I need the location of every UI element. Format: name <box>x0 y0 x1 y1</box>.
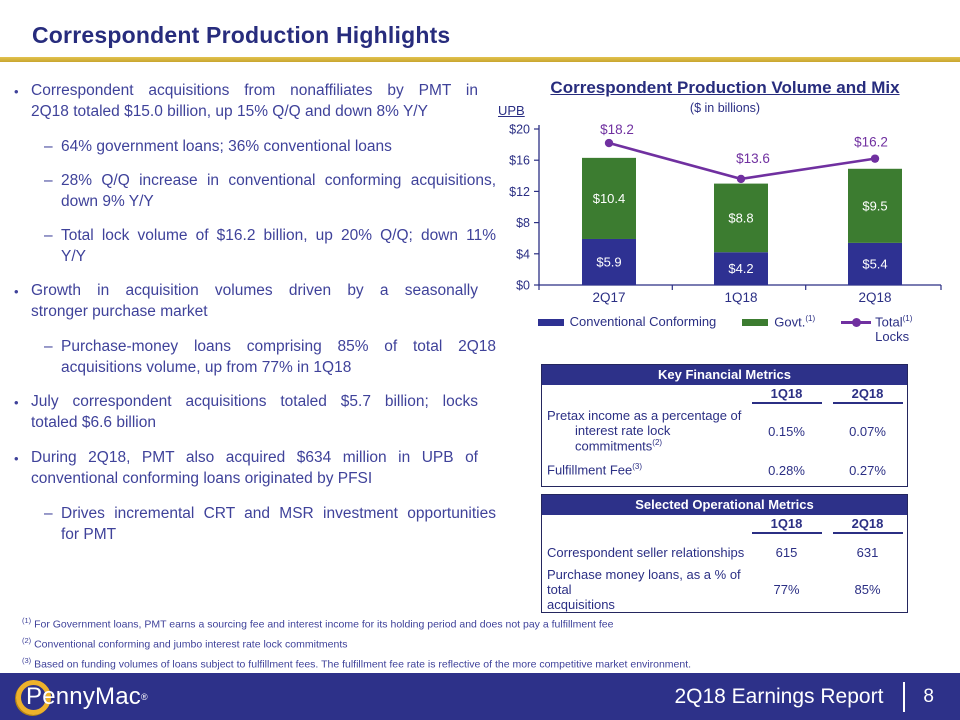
report-title: 2Q18 Earnings Report <box>674 684 884 708</box>
table-key-financial-metrics <box>541 364 908 487</box>
legend-item-conventional-conforming <box>538 314 717 329</box>
bullet-text-line: Purchase-money loans comprising 85% of total 2Q18 <box>61 338 496 355</box>
x-category-label: 2Q18 <box>858 290 892 305</box>
bullet-text-line: for PMT <box>61 526 117 543</box>
bullet-text-line: During 2Q18, PMT also acquired $634 million in UPB of <box>31 449 478 466</box>
bullet-text-line: 2Q18 totaled $15.0 billion, up 15% Q/Q and down 8% Y/Y <box>31 103 428 120</box>
bullet-marker: – <box>44 172 53 189</box>
footer-bar <box>0 673 960 720</box>
bar-label-govt-1Q18: $8.8 <box>728 210 754 226</box>
y-tick-label: $20 <box>509 122 530 137</box>
logo-text: PennyMac <box>26 682 141 710</box>
legend-item-govt- <box>742 314 815 329</box>
footnote-marker: (1) <box>22 616 32 625</box>
legend-swatch-icon <box>742 319 768 326</box>
chart-title: Correspondent Production Volume and Mix <box>550 78 900 97</box>
bar-label-conventional-1Q18: $4.2 <box>728 261 754 277</box>
bullet-text-line: down 9% Y/Y <box>61 193 154 210</box>
table-row <box>542 538 908 566</box>
total-locks-label-1Q18: $13.6 <box>736 150 770 166</box>
sub-bullet-item <box>44 170 496 212</box>
table-row <box>542 454 908 486</box>
footnote: $^{(1)}$ For Government loans, PMT earns a sourcing fee and interest income for its holding period and does not pay a fulfillment fee <box>22 616 614 631</box>
bullet-item <box>14 447 478 489</box>
sub-bullet-item <box>44 336 496 378</box>
y-tick-label: $0 <box>516 278 530 293</box>
bar-label-govt-2Q17: $10.4 <box>592 190 626 206</box>
column-header: 2Q18 <box>833 516 903 534</box>
bullet-text-line: Correspondent acquisitions from nonaffiliates by PMT in <box>31 82 478 99</box>
legend-line-dot-icon <box>852 318 861 327</box>
table-title: Key Financial Metrics <box>542 365 907 385</box>
legend-swatch-icon <box>538 319 564 326</box>
bullet-text-line: conventional conforming loans originated by PFSI <box>31 470 373 487</box>
bullet-text-line: totaled $6.6 billion <box>31 414 156 431</box>
table-header-row <box>542 385 908 408</box>
page-title: Correspondent Production Highlights <box>32 22 451 48</box>
y-tick-label: $12 <box>509 184 530 199</box>
y-tick-label: $4 <box>516 247 530 262</box>
pennymac-logo <box>16 677 148 717</box>
legend-label: Govt.$^{(1)}$ <box>774 314 816 330</box>
footnote-marker: (2) <box>22 636 32 645</box>
chart-subtitle: ($ in billions) <box>689 101 761 115</box>
bullet-marker: – <box>44 138 53 155</box>
x-category-label: 1Q18 <box>724 290 758 305</box>
bullet-text-line: acquisitions volume, up from 77% in 1Q18 <box>61 359 352 376</box>
legend-label: Conventional Conforming <box>569 314 717 329</box>
x-category-label: 2Q17 <box>592 290 626 305</box>
column-header: 1Q18 <box>752 516 822 534</box>
registered-mark: ® <box>141 691 148 702</box>
cell-value: 631 <box>856 544 879 560</box>
total-locks-label-2Q18: $16.2 <box>854 134 888 150</box>
legend-label: Total$^{(1)}$ Locks <box>875 314 913 345</box>
bullet-item <box>14 280 478 322</box>
cell-value: 85% <box>854 581 881 597</box>
cell-value: 0.15% <box>768 423 805 439</box>
row-label: Purchase money loans, as a % of total acquisitions <box>547 566 741 612</box>
row-label: Fulfillment Fee$^{(3)}$ <box>547 462 643 478</box>
table-selected-operational-metrics <box>541 494 908 613</box>
bullet-text-line: stronger purchase market <box>31 303 208 320</box>
stacked-bar-chart <box>494 115 956 309</box>
page-number: 8 <box>923 685 934 707</box>
bullet-marker: • <box>14 84 19 99</box>
legend-line-marker-icon <box>841 321 871 324</box>
bullet-marker: • <box>14 395 19 410</box>
bullet-list <box>14 80 496 558</box>
chart-and-tables-column <box>494 78 956 613</box>
bullet-item <box>14 391 478 433</box>
total-locks-point-2Q17 <box>605 139 613 147</box>
chart-axis-label: UPB <box>498 103 525 118</box>
bullet-text-line: Total lock volume of $16.2 billion, up 20% Q/Q; down 11% <box>61 227 496 244</box>
total-locks-point-2Q18 <box>871 154 879 162</box>
sub-bullet-item <box>44 503 496 545</box>
footnote-marker: (3) <box>22 656 32 665</box>
column-header: 2Q18 <box>833 386 903 404</box>
bullet-text-line: Growth in acquisition volumes driven by a seasonally <box>31 282 478 299</box>
table-title: Selected Operational Metrics <box>542 495 907 515</box>
chart-legend <box>494 314 956 352</box>
footnote: $^{(2)}$ Conventional conforming and jumbo interest rate lock commitments <box>22 636 348 651</box>
footer-divider <box>903 682 905 712</box>
cell-value: 615 <box>775 544 798 560</box>
bullet-text-line: 64% government loans; 36% conventional loans <box>61 138 392 155</box>
legend-item-total <box>841 314 912 344</box>
bullet-text-line: Drives incremental CRT and MSR investment opportunities <box>61 505 496 522</box>
table-row <box>542 566 908 612</box>
bullet-marker: • <box>14 284 19 299</box>
footer-right <box>674 682 960 712</box>
footnotes <box>22 613 938 673</box>
total-locks-point-1Q18 <box>737 175 745 183</box>
sub-bullet-item <box>44 136 496 157</box>
bullet-text-line: July correspondent acquisitions totaled $5.7 billion; locks <box>31 393 478 410</box>
y-tick-label: $16 <box>509 153 530 168</box>
bullet-text-line: Y/Y <box>61 248 86 265</box>
table-header-row <box>542 515 908 538</box>
row-label: Pretax income as a percentage of interest rate lock commitments$^{(2)}$ <box>547 408 742 454</box>
cell-value: 0.28% <box>768 462 805 478</box>
bullet-text-line: 28% Q/Q increase in conventional conforming acquisitions, <box>61 172 496 189</box>
sub-bullet-item <box>44 225 496 267</box>
bullet-marker: – <box>44 338 53 355</box>
bar-label-conventional-2Q18: $5.4 <box>862 256 888 272</box>
metric-tables <box>541 364 908 613</box>
cell-value: 77% <box>773 581 800 597</box>
footnote: $^{(3)}$ Based on funding volumes of loans subject to fulfillment fees. The fulfillment fee rate is reflective of the more competitive market environment. <box>22 656 692 671</box>
y-tick-label: $8 <box>516 216 530 231</box>
title-underline <box>0 57 960 62</box>
table-row <box>542 408 908 454</box>
total-locks-label-2Q17: $18.2 <box>600 122 634 138</box>
column-header: 1Q18 <box>752 386 822 404</box>
bar-label-conventional-2Q17: $5.9 <box>596 254 622 270</box>
bullet-marker: – <box>44 227 53 244</box>
cell-value: 0.27% <box>849 462 886 478</box>
bar-label-govt-2Q18: $9.5 <box>862 198 888 214</box>
bullet-item <box>14 80 478 122</box>
chart-plot <box>494 115 956 314</box>
bullet-marker: • <box>14 451 19 466</box>
bullet-marker: – <box>44 505 53 522</box>
row-label: Correspondent seller relationships <box>547 544 745 560</box>
cell-value: 0.07% <box>849 423 886 439</box>
